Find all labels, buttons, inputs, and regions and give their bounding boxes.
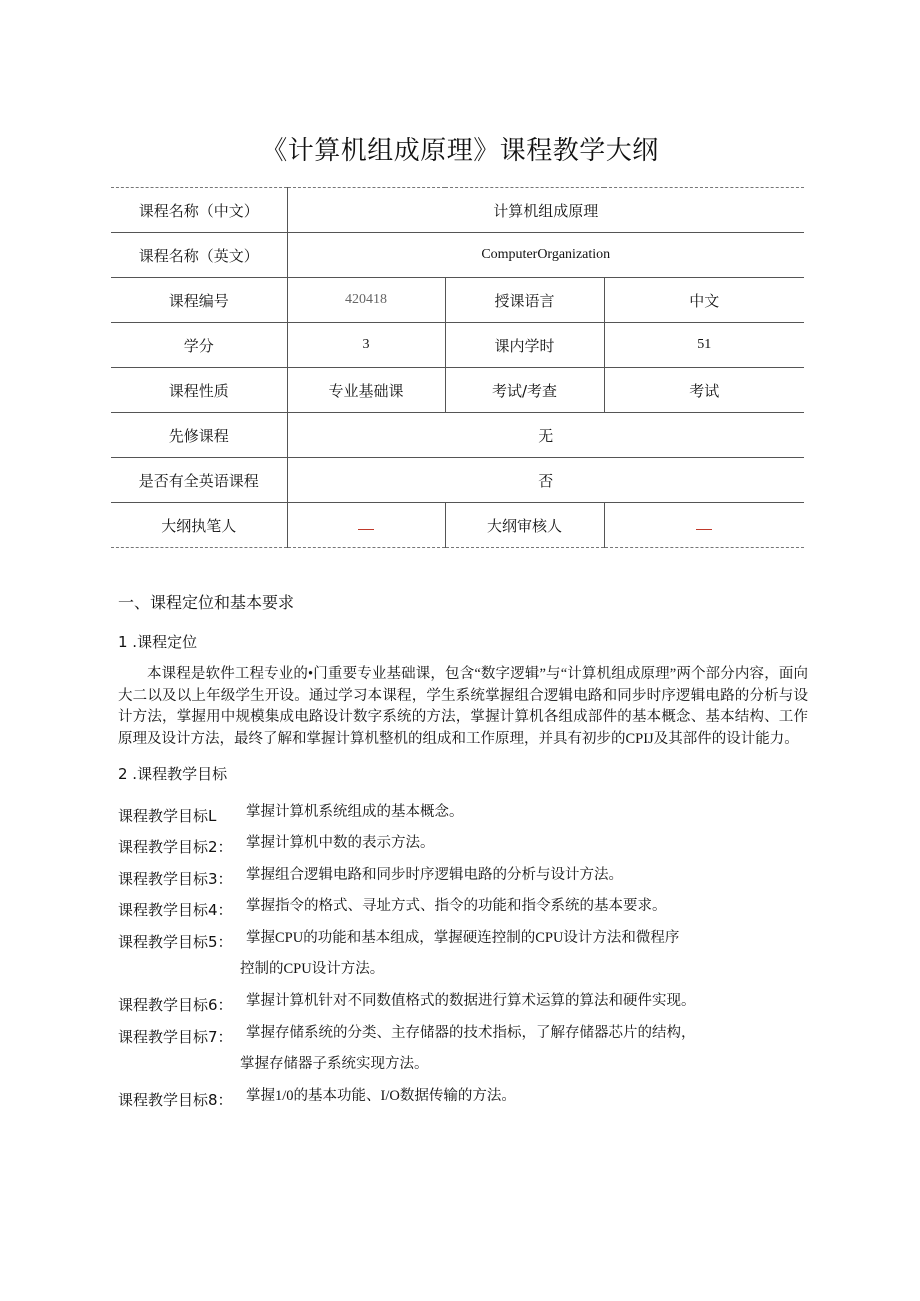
author-value <box>287 503 445 548</box>
prereq-label: 先修课程 <box>111 413 287 458</box>
goal-text: 掌握组合逻辑电路和同步时序逻辑电路的分析与设计方法。 <box>246 867 623 883</box>
goal-text: 掌握计算机系统组成的基本概念。 <box>246 804 464 820</box>
subsection-heading-goals: 2 .课程教学目标 <box>118 765 228 783</box>
table-row <box>111 233 804 278</box>
goal-text: 掌握存储系统的分类、主存储器的技术指标，了解存储器芯片的结构， <box>246 1025 696 1041</box>
reviewer-label: 大纲审核人 <box>445 503 604 548</box>
credits-label: 学分 <box>111 323 287 368</box>
goal-text: 掌握指令的格式、寻址方式、指令的功能和指令系统的基本要求。 <box>246 898 667 914</box>
reviewer-blank <box>696 521 712 530</box>
table-row <box>111 323 804 368</box>
goal-text: 掌握计算机针对不同数值格式的数据进行算术运算的算法和硬件实现。 <box>246 993 696 1009</box>
goal-label: 课程教学目标7： <box>118 1028 233 1046</box>
page-title: 《计算机组成原理》课程教学大纲 <box>261 136 659 166</box>
goal-text: 掌握1/0的基本功能、I/O数据传输的方法。 <box>246 1088 516 1104</box>
course-positioning-paragraph: 本课程是软件工程专业的•门重要专业基础课，包含“数字逻辑”与“计算机组成原理”两个部分内容，面向大二以及以上年级学生开设。通过学习本课程，学生系统掌握组合逻辑电路和同步时序逻辑电路的分析与设计方法，掌握用中规模集成电路设计数字系统的方法，掌握计算机各组成部件的基本概念、基本结构、工作原理及设计方法，最终了解和掌握计算机整机的组成和工作原理，并具有初步的CPIJ及其部件的设计能力。 <box>118 666 808 747</box>
course-info-table <box>111 187 804 548</box>
english-course-label: 是否有全英语课程 <box>111 458 287 503</box>
author-label: 大纲执笔人 <box>111 503 287 548</box>
goal-label: 课程教学目标6： <box>118 996 233 1014</box>
language-label: 授课语言 <box>445 278 604 323</box>
goal-text: 掌握CPU的功能和基本组成，掌握硬连控制的CPU设计方法和微程序 <box>246 930 680 946</box>
table-row <box>111 503 804 548</box>
exam-value: 考试 <box>604 368 804 413</box>
goal-text: 掌握计算机中数的表示方法。 <box>246 835 435 851</box>
table-row <box>111 368 804 413</box>
goal-label: 课程教学目标5： <box>118 933 233 951</box>
course-name-cn-label: 课程名称（中文） <box>111 188 287 233</box>
table-row <box>111 413 804 458</box>
hours-value: 51 <box>604 323 804 368</box>
table-row <box>111 458 804 503</box>
author-blank <box>358 521 374 530</box>
course-name-cn: 计算机组成原理 <box>287 188 804 233</box>
reviewer-value <box>604 503 804 548</box>
course-code-label: 课程编号 <box>111 278 287 323</box>
course-name-en-label: 课程名称（英文） <box>111 233 287 278</box>
language-value: 中文 <box>604 278 804 323</box>
goal-text-continuation: 控制的CPU设计方法。 <box>240 961 385 977</box>
nature-label: 课程性质 <box>111 368 287 413</box>
section-heading: 一、课程定位和基本要求 <box>118 593 295 612</box>
goal-label: 课程教学目标L <box>118 807 217 825</box>
prereq-value: 无 <box>287 413 804 458</box>
english-course-value: 否 <box>287 458 804 503</box>
goal-label: 课程教学目标3： <box>118 870 233 888</box>
credits-value: 3 <box>287 323 445 368</box>
nature-value: 专业基础课 <box>287 368 445 413</box>
goal-label: 课程教学目标2： <box>118 838 233 856</box>
hours-label: 课内学时 <box>445 323 604 368</box>
course-name-en: ComputerOrganization <box>287 233 804 278</box>
exam-label: 考试/考查 <box>445 368 604 413</box>
table-row <box>111 278 804 323</box>
goal-text-continuation: 掌握存储器子系统实现方法。 <box>240 1056 429 1072</box>
table-row <box>111 188 804 233</box>
course-code: 420418 <box>287 278 445 323</box>
goal-label: 课程教学目标8： <box>118 1091 233 1109</box>
goal-label: 课程教学目标4： <box>118 901 233 919</box>
subsection-heading-positioning: 1 .课程定位 <box>118 633 198 651</box>
